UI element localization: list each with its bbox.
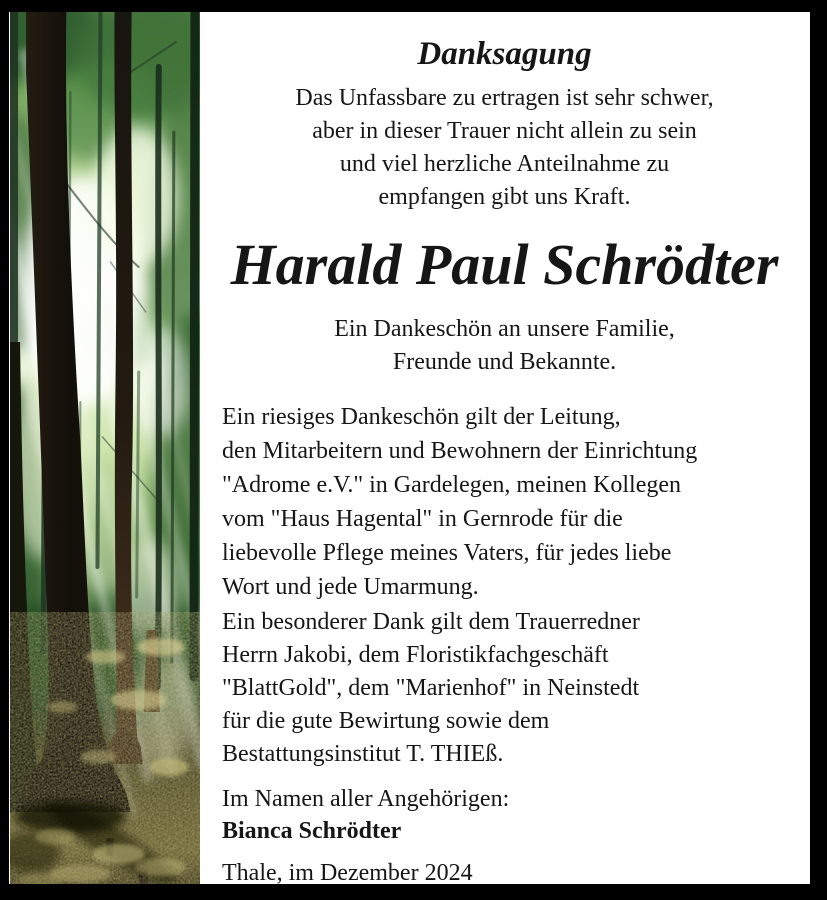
intro-paragraph bbox=[199, 82, 810, 214]
text-line: aber in dieser Trauer nicht allein zu sein bbox=[312, 118, 697, 144]
thanks-paragraph bbox=[199, 313, 810, 379]
text-line: Ein besonderer Dank gilt dem Trauerredner bbox=[222, 609, 640, 635]
text-line: vom "Haus Hagental" in Gernrode für die bbox=[222, 506, 623, 532]
text-line: Ein riesiges Dankeschön gilt der Leitung, bbox=[222, 404, 621, 430]
notice-text-column bbox=[199, 12, 810, 884]
forest-photo-image bbox=[10, 12, 200, 884]
signatory-name: Bianca Schrödter bbox=[222, 818, 402, 844]
special-thanks-paragraph bbox=[199, 606, 810, 771]
place-and-date: Thale, im Dezember 2024 bbox=[222, 860, 473, 886]
text-line: Herrn Jakobi, dem Floristikfachgeschäft bbox=[222, 642, 609, 668]
on-behalf-line: Im Namen aller Angehörigen: bbox=[222, 786, 510, 812]
notice-sheet bbox=[9, 12, 810, 884]
text-line: Bestattungsinstitut T. THIEß. bbox=[222, 741, 504, 767]
text-line: Das Unfassbare zu ertragen ist sehr schwer, bbox=[295, 85, 714, 111]
text-line: "BlattGold", dem "Marienhof" in Neinstedt bbox=[222, 675, 640, 701]
care-thanks-paragraph bbox=[199, 400, 810, 604]
text-line: empfangen gibt uns Kraft. bbox=[378, 184, 631, 210]
text-line: den Mitarbeitern und Bewohnern der Einrichtung bbox=[222, 438, 698, 464]
deceased-name: Harald Paul Schrödter bbox=[230, 232, 779, 297]
text-line: "Adrome e.V." in Gardelegen, meinen Kollegen bbox=[222, 472, 682, 498]
forest-photo bbox=[10, 12, 200, 884]
text-line: Ein Dankeschön an unsere Familie, bbox=[334, 316, 675, 342]
text-line: für die gute Bewirtung sowie dem bbox=[222, 708, 550, 734]
heading-danksagung: Danksagung bbox=[417, 36, 592, 72]
text-line: Wort und jede Umarmung. bbox=[222, 574, 479, 600]
text-line: Freunde und Bekannte. bbox=[392, 349, 617, 375]
text-line: liebevolle Pflege meines Vaters, für jedes liebe bbox=[222, 540, 672, 566]
text-line: und viel herzliche Anteilnahme zu bbox=[339, 151, 670, 177]
